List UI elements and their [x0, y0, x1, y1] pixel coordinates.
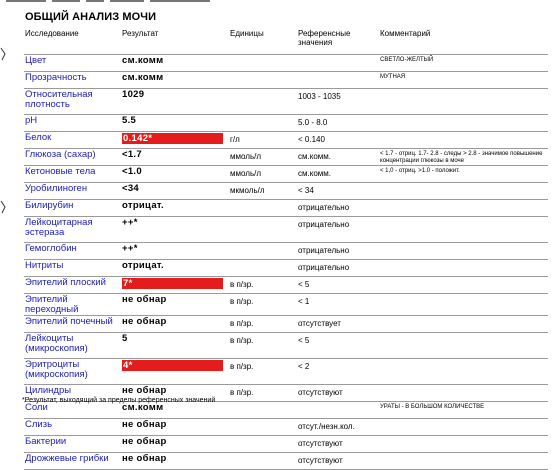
row-result: 5	[121, 333, 229, 359]
row-study-name: Лейкоциты (микроскопия)	[24, 333, 121, 359]
row-result: ++*	[121, 217, 229, 243]
row-study-name: Цвет	[24, 55, 121, 72]
table-row	[24, 294, 548, 316]
table-row	[24, 183, 548, 200]
row-result: не обнар	[121, 436, 229, 453]
table-row	[24, 200, 548, 217]
row-reference: 1003 - 1035	[297, 89, 379, 115]
row-result: не обнар	[121, 453, 229, 470]
row-result: отрицат.	[121, 200, 229, 217]
row-result: см.комм	[121, 55, 229, 72]
row-comment	[379, 260, 548, 277]
row-result: 1029	[121, 89, 229, 115]
row-reference: < 0.140	[297, 132, 379, 149]
row-units: в п/зр.	[229, 316, 297, 333]
row-comment	[379, 316, 548, 333]
table-row	[24, 166, 548, 183]
header-comment: Комментарий	[379, 27, 548, 55]
row-comment: МУТНАЯ	[379, 72, 548, 89]
row-units	[229, 436, 297, 453]
table-row	[24, 243, 548, 260]
footnote: *Результат, выходящий за пределы референсных значений	[22, 397, 216, 404]
row-result	[121, 359, 229, 385]
table-header-row	[24, 27, 548, 55]
row-reference: отсутствуют	[297, 436, 379, 453]
row-units: ммоль/л	[229, 149, 297, 166]
row-units	[229, 55, 297, 72]
row-reference: отсут./незн.кол.	[297, 419, 379, 436]
row-reference: отрицательно	[297, 260, 379, 277]
table-row	[24, 132, 548, 149]
row-comment	[379, 333, 548, 359]
row-reference: отрицательно	[297, 200, 379, 217]
row-comment	[379, 419, 548, 436]
row-study-name: Эритроциты (микроскопия)	[24, 359, 121, 385]
row-result	[121, 277, 229, 294]
row-units	[229, 260, 297, 277]
row-reference	[297, 55, 379, 72]
document-title: ОБЩИЙ АНАЛИЗ МОЧИ	[25, 11, 157, 23]
row-study-name: Слизь	[24, 419, 121, 436]
row-reference: 5.0 - 8.0	[297, 115, 379, 132]
header-study: Исследование	[24, 27, 121, 55]
row-result: 5.5	[121, 115, 229, 132]
row-reference: отрицательно	[297, 217, 379, 243]
row-study-name: Лейкоцитарная эстераза	[24, 217, 121, 243]
row-units	[229, 200, 297, 217]
row-study-name: Эпителий плоский	[24, 277, 121, 294]
row-comment: СВЕТЛО-ЖЕЛТЫЙ	[379, 55, 548, 72]
flagged-result: 0.142*	[122, 133, 223, 144]
row-reference	[297, 402, 379, 419]
row-study-name: Билирубин	[24, 200, 121, 217]
row-study-name: Уробилиноген	[24, 183, 121, 200]
row-study-name: Нитриты	[24, 260, 121, 277]
row-comment	[379, 183, 548, 200]
row-study-name: Цилиндры	[24, 385, 121, 402]
row-study-name: Бактерии	[24, 436, 121, 453]
header-units: Единицы	[229, 27, 297, 55]
row-comment	[379, 359, 548, 385]
row-units	[229, 89, 297, 115]
row-comment	[379, 89, 548, 115]
header-result: Результат	[121, 27, 229, 55]
row-comment	[379, 436, 548, 453]
row-comment	[379, 243, 548, 260]
row-reference: < 5	[297, 333, 379, 359]
row-result: <34	[121, 183, 229, 200]
row-study-name: pH	[24, 115, 121, 132]
margin-mark	[0, 47, 7, 61]
row-study-name: Прозрачность	[24, 72, 121, 89]
row-study-name: Гемоглобин	[24, 243, 121, 260]
row-reference	[297, 72, 379, 89]
row-units: в п/зр.	[229, 294, 297, 316]
row-units	[229, 419, 297, 436]
row-study-name: Глюкоза (сахар)	[24, 149, 121, 166]
row-reference: отсутствуют	[297, 385, 379, 402]
row-comment: < 1,0 - отриц. >1.0 - положит.	[379, 166, 548, 183]
row-reference: отсутствует	[297, 316, 379, 333]
row-result	[121, 132, 229, 149]
row-result: см.комм	[121, 402, 229, 419]
row-result: см.комм	[121, 72, 229, 89]
row-units: в п/зр.	[229, 359, 297, 385]
flagged-result: 4*	[122, 360, 223, 371]
margin-mark	[0, 200, 7, 214]
row-reference: отсутствуют	[297, 453, 379, 470]
row-result: отрицат.	[121, 260, 229, 277]
row-reference: см.комм.	[297, 149, 379, 166]
table-row	[24, 453, 548, 470]
row-units	[229, 115, 297, 132]
row-reference: < 1	[297, 294, 379, 316]
row-comment	[379, 132, 548, 149]
table-row	[24, 149, 548, 166]
row-comment	[379, 200, 548, 217]
row-result: <1.0	[121, 166, 229, 183]
row-result: не обнар	[121, 294, 229, 316]
header-reference: Референсные значения	[297, 27, 379, 55]
row-result: не обнар	[121, 316, 229, 333]
row-study-name: Дрожжевые грибки	[24, 453, 121, 470]
row-result: ++*	[121, 243, 229, 260]
row-comment	[379, 453, 548, 470]
row-comment	[379, 294, 548, 316]
row-reference: см.комм.	[297, 166, 379, 183]
row-units: в п/зр.	[229, 333, 297, 359]
row-result: <1.7	[121, 149, 229, 166]
row-study-name: Относительная плотность	[24, 89, 121, 115]
table-row	[24, 333, 548, 359]
table-row	[24, 419, 548, 436]
table-row	[24, 359, 548, 385]
row-units: в п/зр.	[229, 277, 297, 294]
row-comment	[379, 115, 548, 132]
row-study-name: Соли	[24, 402, 121, 419]
row-units: ммоль/л	[229, 166, 297, 183]
table-row	[24, 277, 548, 294]
row-reference: < 34	[297, 183, 379, 200]
row-study-name: Эпителий переходный	[24, 294, 121, 316]
row-study-name: Белок	[24, 132, 121, 149]
row-units	[229, 402, 297, 419]
row-comment	[379, 385, 548, 402]
table-row	[24, 436, 548, 453]
row-comment: УРАТЫ - В БОЛЬШОМ КОЛИЧЕСТВЕ	[379, 402, 548, 419]
table-row	[24, 402, 548, 419]
table-row	[24, 217, 548, 243]
row-units	[229, 243, 297, 260]
row-result: не обнар	[121, 419, 229, 436]
row-result: не обнар	[121, 385, 229, 402]
row-comment	[379, 217, 548, 243]
row-reference: отрицательно	[297, 243, 379, 260]
row-reference: < 2	[297, 359, 379, 385]
row-units: мкмоль/л	[229, 183, 297, 200]
table-row	[24, 115, 548, 132]
row-comment: < 1.7 - отриц. 1.7- 2.8 - следы > 2.8 - значимое повышение концентрации глюкозы в моче	[379, 149, 548, 166]
cropped-header-text	[6, 0, 306, 3]
table-row	[24, 316, 548, 333]
row-units: в п/зр.	[229, 385, 297, 402]
row-units: г/л	[229, 132, 297, 149]
row-units	[229, 453, 297, 470]
table-row	[24, 72, 548, 89]
row-units	[229, 217, 297, 243]
flagged-result: 7*	[122, 278, 223, 289]
table-row	[24, 55, 548, 72]
table-row	[24, 89, 548, 115]
table-row	[24, 260, 548, 277]
row-study-name: Кетоновые тела	[24, 166, 121, 183]
row-comment	[379, 277, 548, 294]
row-reference: < 5	[297, 277, 379, 294]
row-study-name: Эпителий почечный	[24, 316, 121, 333]
row-units	[229, 72, 297, 89]
